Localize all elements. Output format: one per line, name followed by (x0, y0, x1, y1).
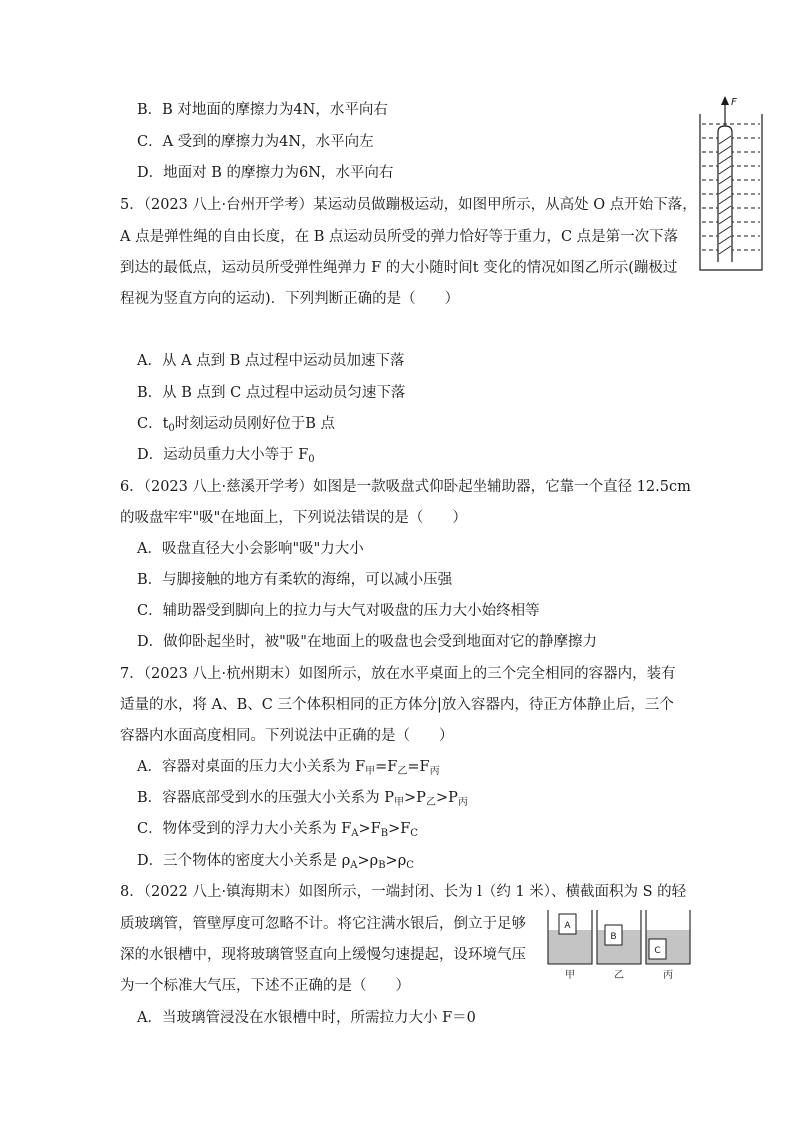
q5-option-a: A．从 A 点到 B 点过程中运动员加速下落 (137, 353, 405, 369)
q7-option-c: C．物体受到的浮力大小关系为 $F_A>F_B>F_C$ (137, 821, 418, 839)
q6-stem-line-1: 6．（2023 八上·慈溪开学考）如图是一款吸盘式仰卧起坐辅助器，它靠一个直径 12.5cm (120, 479, 691, 495)
q7-stem-line-1: 7．（2023 八上·杭州期末）如图所示，放在水平桌面上的三个完全相同的容器内，装有 (120, 666, 676, 682)
q6-stem-line-2: 的吸盘牢牢"吸"在地面上，下列说法错误的是（ ） (120, 510, 467, 526)
block-b-label: B (610, 932, 617, 942)
tube-figure (696, 94, 766, 274)
q5-stem-line-4: 程视为竖直方向的运动)．下列判断正确的是（ ） (120, 291, 460, 307)
q7-option-d: D．三个物体的密度大小关系是 $\rho_A>\rho_B>\rho_C$ (137, 853, 414, 871)
caption-yi: 乙 (614, 970, 624, 981)
q4-option-c: C．A 受到的摩擦力为4N，水平向左 (137, 134, 374, 150)
q5-option-b: B．从 B 点到 C 点过程中运动员匀速下落 (137, 385, 406, 401)
q8-stem-line-4: 为一个标准大气压，下述不正确的是（ ） (120, 978, 410, 994)
q7-stem-line-3: 容器内水面高度相同。下列说法中正确的是（ ） (120, 728, 454, 744)
q8-stem-line-1: 8．（2022 八上·镇海期末）如图所示，一端封闭、长为 l（约 1 米）、横截面积为 S 的轻 (120, 884, 687, 900)
q5-stem-line-1: 5．（2023 八上·台州开学考）某运动员做蹦极运动，如图甲所示，从高处 O 点开始下落， (120, 197, 697, 213)
q6-option-a: A．吸盘直径大小会影响"吸"力大小 (137, 541, 364, 557)
q4-option-b: B．B 对地面的摩擦力为4N，水平向右 (137, 102, 388, 118)
block-c-label: C (654, 946, 661, 956)
q5-option-c: C．$t_0$时刻运动员刚好位于B 点 (137, 416, 336, 434)
q8-option-a: A．当玻璃管浸没在水银槽中时，所需拉力大小 F＝0 (137, 1010, 476, 1026)
q8-stem-line-3: 深的水银槽中，现将玻璃管竖直向上缓慢匀速提起，设环境气压 (120, 947, 526, 963)
q6-option-c: C．辅助器受到脚向上的拉力与大气对吸盘的压力大小始终相等 (137, 603, 540, 619)
q5-option-d: D．运动员重力大小等于 $F_0$ (137, 447, 315, 465)
q4-option-d: D．地面对 B 的摩擦力为6N，水平向右 (137, 165, 394, 181)
q6-option-d: D．做仰卧起坐时，被"吸"在地面上的吸盘也会受到地面对它的静摩擦力 (137, 634, 597, 650)
q5-stem-line-2: A 点是弹性绳的自由长度，在 B 点运动员所受的弹力恰好等于重力，C 点是第一次下落 (120, 229, 679, 245)
q6-option-b: B．与脚接触的地方有柔软的海绵，可以减小压强 (137, 572, 453, 588)
force-label: F (731, 97, 737, 108)
caption-jia: 甲 (565, 970, 575, 981)
caption-bing: 丙 (663, 970, 673, 981)
q7-option-b: B．容器底部受到水的压强大小关系为 $P_甲>P_乙>P_丙$ (137, 790, 468, 808)
q7-option-a: A．容器对桌面的压力大小关系为 $F_甲=F_乙=F_丙$ (137, 759, 440, 777)
containers-figure (545, 908, 695, 982)
q5-stem-line-3: 到达的最低点，运动员所受弹性绳弹力 F 的大小随时间t 变化的情况如图乙所示(蹦极过 (120, 260, 678, 276)
q7-stem-line-2: 适量的水，将 A、B、C 三个体积相同的正方体分|放入容器内，待正方体静止后，三个 (120, 697, 674, 713)
block-a-label: A (564, 921, 571, 931)
q8-stem-line-2: 质玻璃管，管壁厚度可忽略不计。将它注满水银后，倒立于足够 (120, 916, 526, 932)
